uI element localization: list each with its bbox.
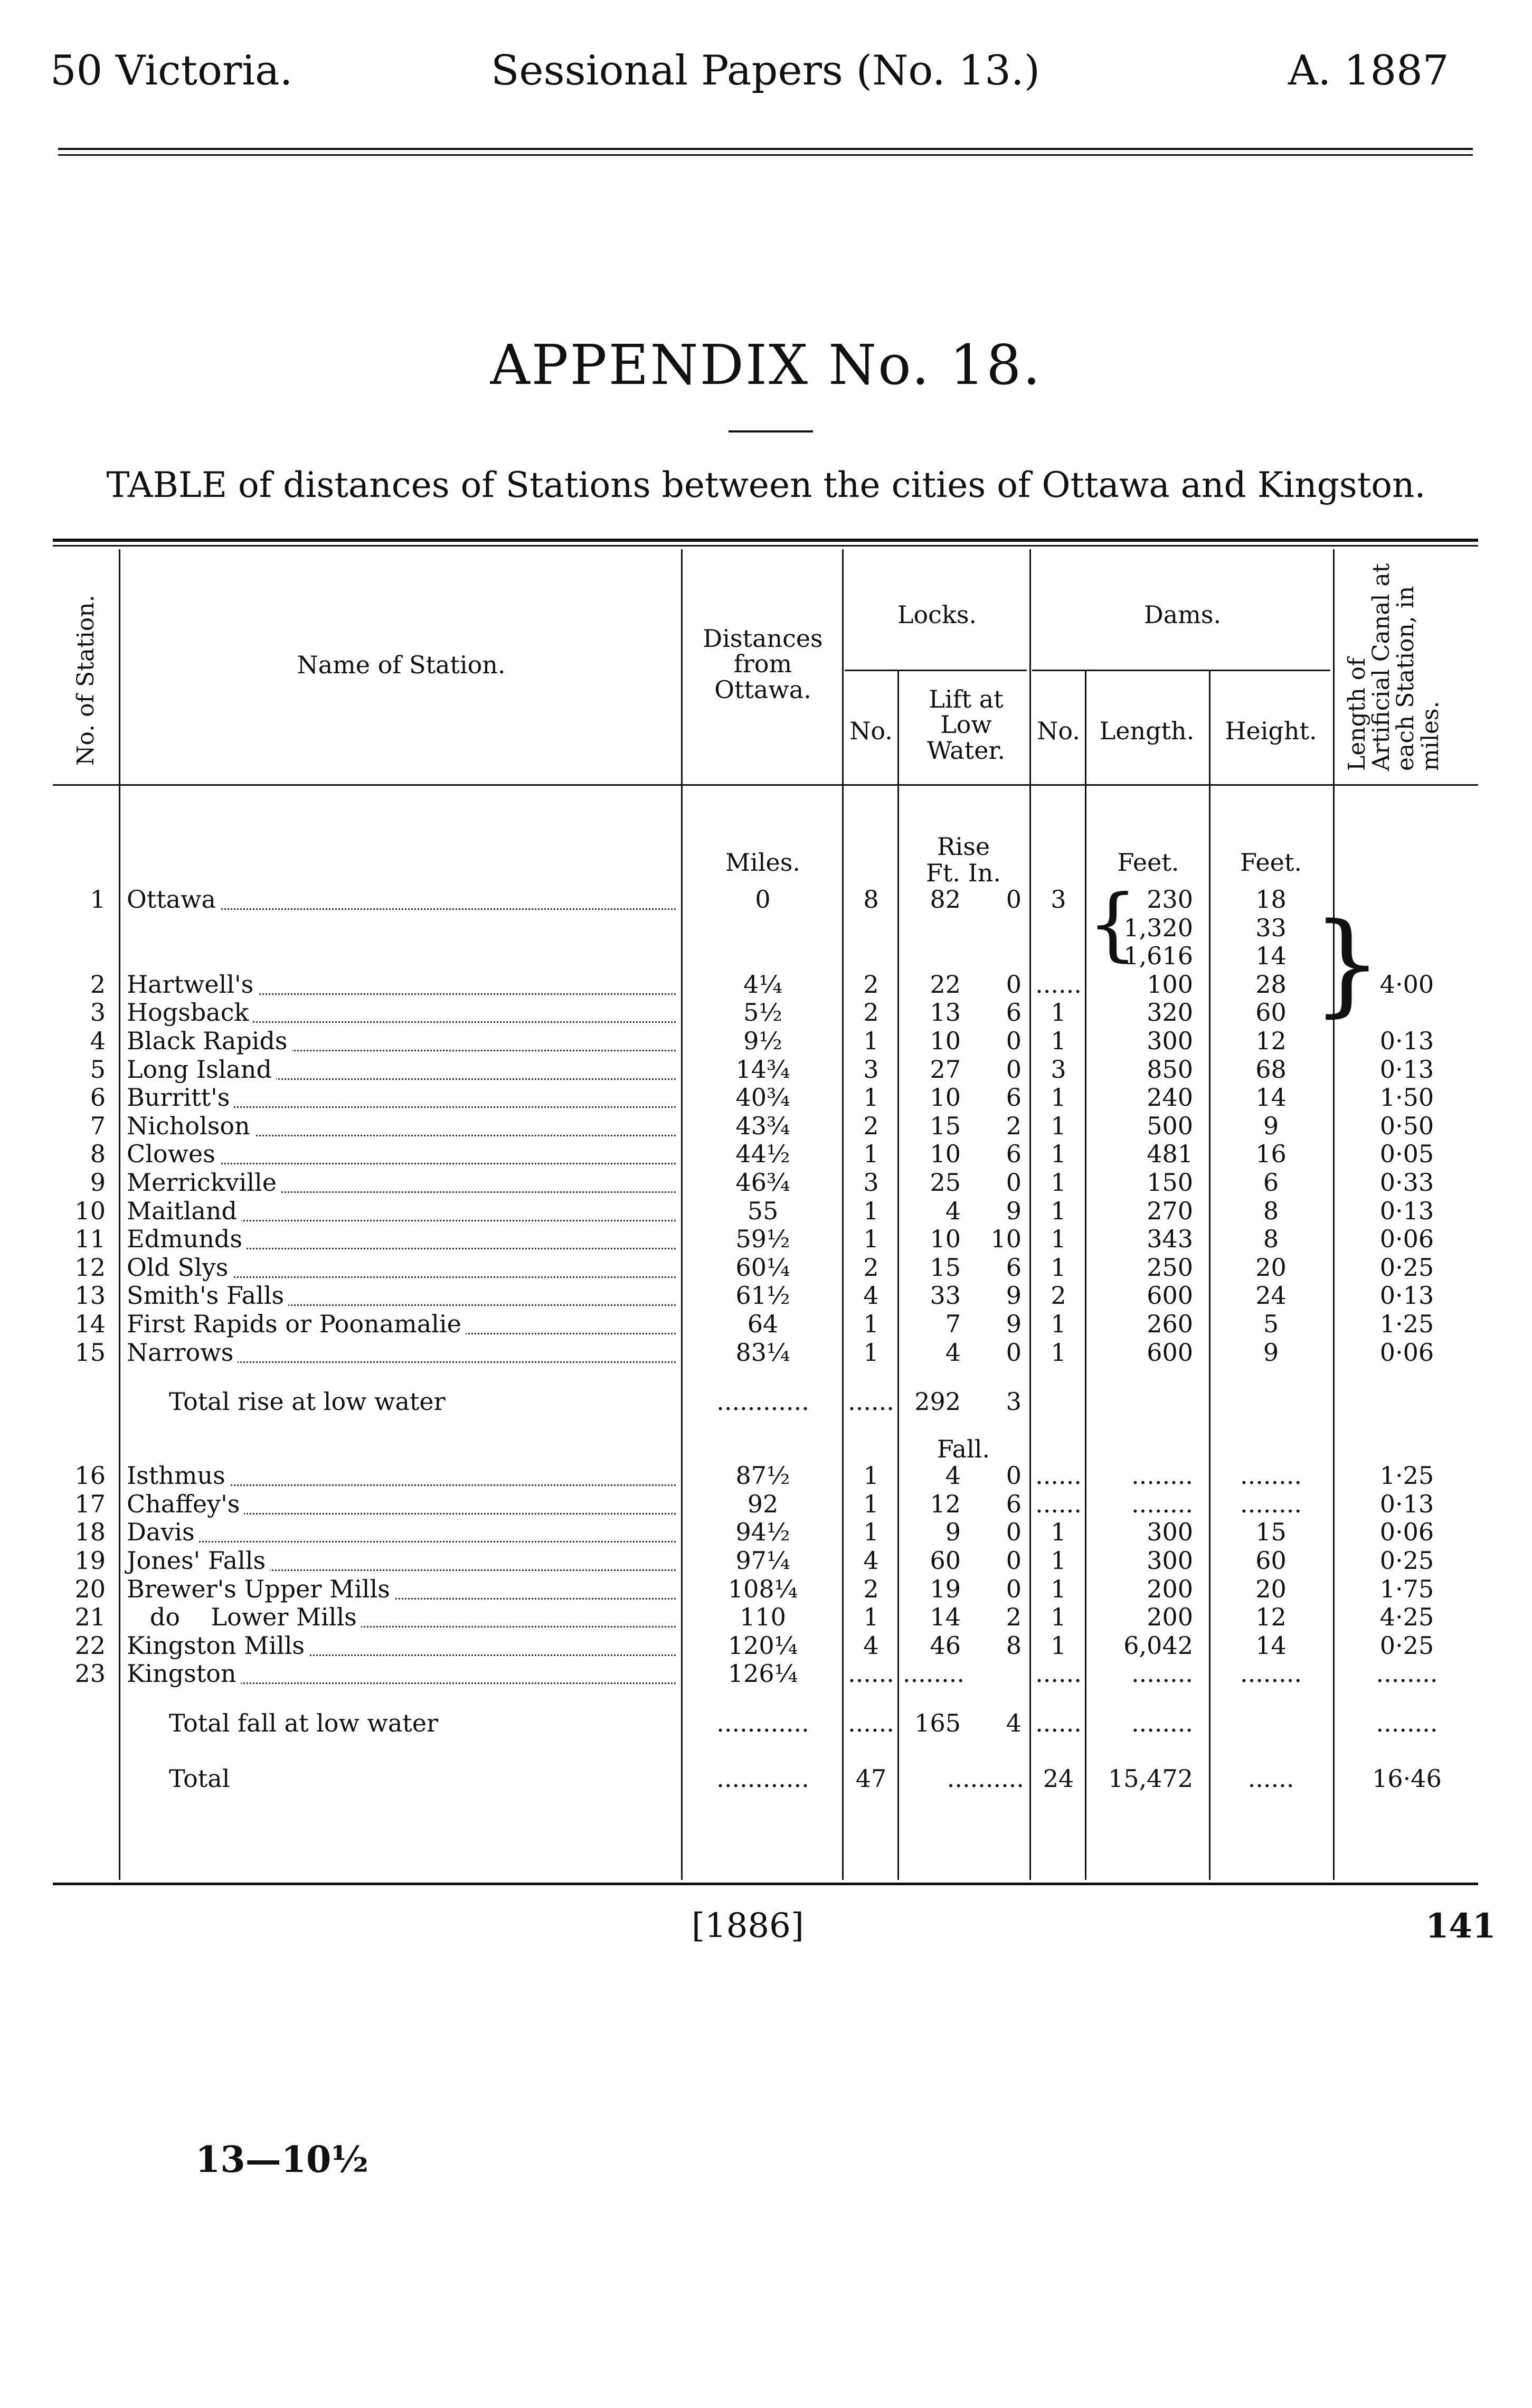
cell-canal: 4·25 bbox=[1379, 1603, 1434, 1632]
header-center: Sessional Papers (No. 13.) bbox=[491, 47, 1041, 95]
col-rule bbox=[1333, 549, 1335, 1880]
header-rule-top bbox=[58, 148, 1473, 150]
cell-locks: 4 bbox=[863, 1546, 879, 1575]
unit-distance: Miles. bbox=[725, 848, 800, 877]
cell-in: 2 bbox=[1006, 1603, 1022, 1632]
cell-length: 300 bbox=[1147, 1027, 1193, 1055]
cell-ft: 4 bbox=[945, 1196, 961, 1225]
cell-name: Nicholson bbox=[127, 1114, 676, 1138]
cell-locks: 2 bbox=[863, 970, 879, 999]
cell-height: 60 bbox=[1255, 998, 1287, 1027]
cell-dams: 1 bbox=[1051, 1225, 1066, 1254]
cell-ft: 10 bbox=[930, 1027, 961, 1055]
cell-name: Merrickville bbox=[127, 1170, 676, 1194]
table-top-rule-thin bbox=[53, 545, 1478, 547]
cell-length: 230 bbox=[1147, 885, 1193, 914]
cell-ft: 60 bbox=[930, 1546, 961, 1575]
cell-length: 240 bbox=[1147, 1083, 1193, 1112]
cell-dist: 97¼ bbox=[735, 1546, 790, 1575]
cell-ft: 10 bbox=[930, 1140, 961, 1169]
col-rule bbox=[119, 549, 120, 1880]
cell-dams: 1 bbox=[1051, 1196, 1066, 1225]
header-canal: Length of Artificial Canal at each Station, in miles. bbox=[1344, 563, 1444, 771]
cell-length: 343 bbox=[1147, 1225, 1193, 1254]
total-fall-dist: ............ bbox=[716, 1709, 809, 1737]
cell-height: 33 bbox=[1255, 913, 1287, 942]
cell-dist: 4¼ bbox=[743, 970, 782, 999]
cell-length: 481 bbox=[1147, 1140, 1193, 1169]
cell-dist: 40¾ bbox=[735, 1083, 790, 1112]
cell-ft: 19 bbox=[930, 1574, 961, 1603]
cell-canal: 4·00 bbox=[1379, 970, 1434, 999]
cell-ft: 4 bbox=[945, 1461, 961, 1490]
cell-length: 250 bbox=[1147, 1253, 1193, 1282]
cell-length: ........ bbox=[1131, 1489, 1193, 1518]
cell-height: 8 bbox=[1263, 1225, 1279, 1254]
page-title: APPENDIX No. 18. bbox=[490, 333, 1042, 397]
footer-year: [1886] bbox=[692, 1906, 804, 1945]
cell-in: 8 bbox=[1006, 1631, 1022, 1660]
cell-height: 24 bbox=[1255, 1281, 1287, 1310]
cell-ft: 7 bbox=[945, 1310, 961, 1338]
total-rise-dist: ............ bbox=[716, 1387, 809, 1416]
cell-name: Brewer's Upper Mills bbox=[127, 1577, 676, 1601]
unit-rise: Rise bbox=[937, 832, 990, 861]
cell-dist: 5½ bbox=[743, 998, 782, 1027]
col-rule bbox=[842, 549, 844, 1880]
cell-name: Old Slys bbox=[127, 1255, 676, 1280]
cell-no: 22 bbox=[74, 1631, 106, 1660]
cell-locks: 2 bbox=[863, 1253, 879, 1282]
cell-dams: 2 bbox=[1051, 1281, 1066, 1310]
cell-dams: 1 bbox=[1051, 1140, 1066, 1169]
cell-no: 20 bbox=[74, 1574, 106, 1603]
header-right: A. 1887 bbox=[1288, 47, 1449, 95]
header-name: Name of Station. bbox=[297, 651, 506, 679]
cell-length: 600 bbox=[1147, 1281, 1193, 1310]
cell-height: ........ bbox=[1240, 1659, 1302, 1688]
cell-ft: 14 bbox=[930, 1603, 961, 1632]
total-fall-in: 4 bbox=[1006, 1709, 1022, 1737]
table-caption: TABLE of distances of Stations between the cities of Ottawa and Kingston. bbox=[106, 465, 1426, 505]
cell-no: 18 bbox=[74, 1518, 106, 1547]
cell-height: ........ bbox=[1240, 1461, 1302, 1490]
cell-in: 0 bbox=[1006, 1546, 1022, 1575]
cell-ft: 10 bbox=[930, 1083, 961, 1112]
cell-locks: 1 bbox=[863, 1310, 879, 1338]
cell-height: 20 bbox=[1255, 1574, 1287, 1603]
cell-ft: 15 bbox=[930, 1253, 961, 1282]
cell-ft: 25 bbox=[930, 1168, 961, 1197]
cell-name: Hartwell's bbox=[127, 972, 676, 996]
cell-ft: ........ bbox=[903, 1659, 964, 1688]
cell-canal: 0·06 bbox=[1379, 1225, 1434, 1254]
cell-locks: 1 bbox=[863, 1518, 879, 1547]
cell-dams: 1 bbox=[1051, 1338, 1066, 1367]
cell-no: 4 bbox=[90, 1027, 106, 1055]
cell-dams: 1 bbox=[1051, 1631, 1066, 1660]
table-bottom-rule bbox=[53, 1883, 1478, 1885]
cell-name: Long Island bbox=[127, 1057, 676, 1081]
total-fall-dams: ...... bbox=[1035, 1709, 1082, 1737]
cell-dist: 92 bbox=[747, 1489, 779, 1518]
unit-fall: Fall. bbox=[937, 1435, 990, 1464]
cell-canal: 1·50 bbox=[1379, 1083, 1434, 1112]
total-fall-locks: ...... bbox=[848, 1709, 894, 1737]
cell-dams: ...... bbox=[1035, 1659, 1082, 1688]
cell-dams: 1 bbox=[1051, 1574, 1066, 1603]
cell-locks: 4 bbox=[863, 1631, 879, 1660]
cell-locks: 8 bbox=[863, 885, 879, 914]
cell-dams: 1 bbox=[1051, 1168, 1066, 1197]
cell-height: 15 bbox=[1255, 1518, 1287, 1547]
cell-in: 0 bbox=[1006, 1055, 1022, 1084]
unit-height: Feet. bbox=[1240, 848, 1302, 877]
cell-dist: 83¼ bbox=[735, 1338, 790, 1367]
cell-dams: ...... bbox=[1035, 970, 1082, 999]
cell-ft: 46 bbox=[930, 1631, 961, 1660]
cell-name: Kingston bbox=[127, 1661, 676, 1686]
cell-height: 9 bbox=[1263, 1338, 1279, 1367]
cell-name: Chaffey's bbox=[127, 1492, 676, 1516]
cell-name: Isthmus bbox=[127, 1463, 676, 1488]
cell-height: 16 bbox=[1255, 1140, 1287, 1169]
cell-in: 6 bbox=[1006, 1253, 1022, 1282]
cell-canal: 0·06 bbox=[1379, 1338, 1434, 1367]
cell-dist: 61½ bbox=[735, 1281, 790, 1310]
total-height: ...... bbox=[1247, 1764, 1294, 1793]
cell-height: 68 bbox=[1255, 1055, 1287, 1084]
cell-in: 6 bbox=[1006, 1489, 1022, 1518]
cell-dams: 1 bbox=[1051, 1083, 1066, 1112]
cell-locks: 1 bbox=[863, 1083, 879, 1112]
total-rise-in: 3 bbox=[1006, 1387, 1022, 1416]
cell-canal: 1·25 bbox=[1379, 1310, 1434, 1338]
cell-ft: 22 bbox=[930, 970, 961, 999]
total-dist: ............ bbox=[716, 1764, 809, 1793]
cell-no: 13 bbox=[74, 1281, 106, 1310]
cell-no: 16 bbox=[74, 1461, 106, 1490]
cell-dams: ...... bbox=[1035, 1461, 1082, 1490]
cell-in: 0 bbox=[1006, 1574, 1022, 1603]
cell-height: ........ bbox=[1240, 1489, 1302, 1518]
total-dams: 24 bbox=[1043, 1764, 1074, 1793]
cell-locks: 1 bbox=[863, 1196, 879, 1225]
cell-ft: 33 bbox=[930, 1281, 961, 1310]
cell-dist: 108¼ bbox=[727, 1574, 798, 1603]
cell-name: Ottawa bbox=[127, 887, 676, 911]
cell-dist: 43¾ bbox=[735, 1111, 790, 1140]
cell-dist: 44½ bbox=[735, 1140, 790, 1169]
cell-height: 12 bbox=[1255, 1027, 1287, 1055]
total-fall-canal: ........ bbox=[1376, 1709, 1438, 1737]
cell-height: 60 bbox=[1255, 1546, 1287, 1575]
cell-height: 14 bbox=[1255, 1631, 1287, 1660]
cell-canal: 0·25 bbox=[1379, 1253, 1434, 1282]
cell-ft: 9 bbox=[945, 1518, 961, 1547]
cell-height: 5 bbox=[1263, 1310, 1279, 1338]
cell-dist: 9½ bbox=[743, 1027, 782, 1055]
cell-canal: 0·50 bbox=[1379, 1111, 1434, 1140]
cell-locks: 1 bbox=[863, 1461, 879, 1490]
dams-group-rule bbox=[1032, 670, 1330, 671]
cell-locks: 1 bbox=[863, 1140, 879, 1169]
cell-length: 200 bbox=[1147, 1574, 1193, 1603]
footer-signature: 13—10½ bbox=[195, 2139, 369, 2181]
total-rise-label: Total rise at low water bbox=[169, 1387, 446, 1416]
cell-locks: 1 bbox=[863, 1489, 879, 1518]
header-locks: Locks. bbox=[897, 600, 977, 629]
cell-length: 6,042 bbox=[1123, 1631, 1193, 1660]
cell-ft: 15 bbox=[930, 1111, 961, 1140]
cell-height: 20 bbox=[1255, 1253, 1287, 1282]
cell-in: 0 bbox=[1006, 970, 1022, 999]
cell-canal: 1·75 bbox=[1379, 1574, 1434, 1603]
cell-in: 0 bbox=[1006, 1518, 1022, 1547]
cell-in: 6 bbox=[1006, 1140, 1022, 1169]
unit-ft-in: Ft. In. bbox=[925, 859, 1001, 887]
cell-in: 9 bbox=[1006, 1281, 1022, 1310]
cell-dist: 94½ bbox=[735, 1518, 790, 1547]
cell-canal: 0·33 bbox=[1379, 1168, 1434, 1197]
cell-name: Maitland bbox=[127, 1199, 676, 1223]
header-dams-length: Length. bbox=[1099, 717, 1195, 745]
cell-length: 500 bbox=[1147, 1111, 1193, 1140]
header-distance: Distances from Ottawa. bbox=[703, 624, 823, 704]
cell-dams: 1 bbox=[1051, 1027, 1066, 1055]
cell-no: 9 bbox=[90, 1168, 106, 1197]
cell-locks: 1 bbox=[863, 1027, 879, 1055]
cell-in: 0 bbox=[1006, 1168, 1022, 1197]
cell-no: 12 bbox=[74, 1253, 106, 1282]
cell-length: 150 bbox=[1147, 1168, 1193, 1197]
cell-name: Clowes bbox=[127, 1142, 676, 1166]
cell-no: 2 bbox=[90, 970, 106, 999]
cell-locks: 1 bbox=[863, 1225, 879, 1254]
cell-no: 10 bbox=[74, 1196, 106, 1225]
cell-name: First Rapids or Poonamalie bbox=[127, 1312, 676, 1336]
header-dams-height: Height. bbox=[1225, 717, 1317, 745]
total-canal: 16·46 bbox=[1372, 1764, 1442, 1793]
cell-locks: 2 bbox=[863, 998, 879, 1027]
cell-ft: 27 bbox=[930, 1055, 961, 1084]
cell-ft: 13 bbox=[930, 998, 961, 1027]
footer-page: 141 bbox=[1425, 1906, 1496, 1946]
cell-ft: 10 bbox=[930, 1225, 961, 1254]
cell-name: Black Rapids bbox=[127, 1029, 676, 1053]
header-left: 50 Victoria. bbox=[50, 47, 293, 95]
cell-no: 5 bbox=[90, 1055, 106, 1084]
cell-dams: 1 bbox=[1051, 1546, 1066, 1575]
header-bottom-rule bbox=[53, 784, 1478, 786]
cell-length: 200 bbox=[1147, 1603, 1193, 1632]
cell-name: Smith's Falls bbox=[127, 1283, 676, 1308]
cell-name: Kingston Mills bbox=[127, 1633, 676, 1658]
cell-in: 0 bbox=[1006, 1027, 1022, 1055]
cell-canal: 0·25 bbox=[1379, 1546, 1434, 1575]
cell-dist: 60¼ bbox=[735, 1253, 790, 1282]
cell-ft: 4 bbox=[945, 1338, 961, 1367]
cell-dist: 14¾ bbox=[735, 1055, 790, 1084]
total-locks: 47 bbox=[855, 1764, 887, 1793]
cell-no: 23 bbox=[74, 1659, 106, 1688]
cell-length: 100 bbox=[1147, 970, 1193, 999]
cell-length: 320 bbox=[1147, 998, 1193, 1027]
header-locks-no: No. bbox=[849, 717, 893, 745]
cell-no: 14 bbox=[74, 1310, 106, 1338]
total-ft: .......... bbox=[947, 1764, 1024, 1793]
col-rule bbox=[1029, 549, 1031, 1880]
header-dams: Dams. bbox=[1143, 600, 1222, 629]
cell-no: 15 bbox=[74, 1338, 106, 1367]
cell-locks: 3 bbox=[863, 1168, 879, 1197]
cell-locks: 2 bbox=[863, 1111, 879, 1140]
cell-in: 0 bbox=[1006, 1338, 1022, 1367]
cell-name: Burritt's bbox=[127, 1085, 676, 1109]
cell-length: 1,320 bbox=[1123, 913, 1193, 942]
cell-canal: 0·25 bbox=[1379, 1631, 1434, 1660]
total-fall-label: Total fall at low water bbox=[169, 1709, 438, 1737]
header-lift: Lift at Low Water. bbox=[927, 685, 1005, 765]
cell-name: Narrows bbox=[127, 1340, 676, 1365]
cell-length: 300 bbox=[1147, 1518, 1193, 1547]
title-rule bbox=[729, 430, 813, 432]
cell-no: 3 bbox=[90, 998, 106, 1027]
cell-length: 850 bbox=[1147, 1055, 1193, 1084]
unit-length: Feet. bbox=[1117, 848, 1179, 877]
col-rule bbox=[681, 549, 683, 1880]
cell-canal: 0·06 bbox=[1379, 1518, 1434, 1547]
total-fall-ft: 165 bbox=[914, 1709, 961, 1737]
cell-dist: 59½ bbox=[735, 1225, 790, 1254]
cell-dist: 110 bbox=[740, 1603, 786, 1632]
cell-dist: 0 bbox=[755, 885, 771, 914]
cell-dist: 46¾ bbox=[735, 1168, 790, 1197]
brace-icon: { bbox=[1087, 878, 1138, 970]
cell-dams: ...... bbox=[1035, 1489, 1082, 1518]
cell-locks: 2 bbox=[863, 1574, 879, 1603]
brace-icon: } bbox=[1312, 899, 1383, 1028]
cell-height: 18 bbox=[1255, 885, 1287, 914]
cell-length: 1,616 bbox=[1123, 942, 1193, 971]
locks-group-rule bbox=[845, 670, 1027, 671]
cell-no: 8 bbox=[90, 1140, 106, 1169]
cell-locks: 1 bbox=[863, 1338, 879, 1367]
cell-no: 19 bbox=[74, 1546, 106, 1575]
cell-no: 11 bbox=[74, 1225, 106, 1254]
cell-name: Hogsback bbox=[127, 1000, 676, 1024]
cell-dams: 3 bbox=[1051, 1055, 1066, 1084]
cell-dist: 64 bbox=[747, 1310, 779, 1338]
cell-locks: 1 bbox=[863, 1603, 879, 1632]
header-no-station: No. of Station. bbox=[72, 595, 99, 766]
cell-locks: 4 bbox=[863, 1281, 879, 1310]
cell-dams: 1 bbox=[1051, 1518, 1066, 1547]
cell-in: 6 bbox=[1006, 998, 1022, 1027]
cell-canal: 0·05 bbox=[1379, 1140, 1434, 1169]
cell-no: 1 bbox=[90, 885, 106, 914]
total-fall-length: ........ bbox=[1131, 1709, 1193, 1737]
cell-dist: 120¼ bbox=[727, 1631, 798, 1660]
cell-dist: 126¼ bbox=[727, 1659, 798, 1688]
cell-height: 6 bbox=[1263, 1168, 1279, 1197]
cell-ft: 82 bbox=[930, 885, 961, 914]
cell-dams: 1 bbox=[1051, 1111, 1066, 1140]
cell-canal: 0·13 bbox=[1379, 1489, 1434, 1518]
cell-canal: 1·25 bbox=[1379, 1461, 1434, 1490]
cell-dist: 87½ bbox=[735, 1461, 790, 1490]
cell-length: ........ bbox=[1131, 1461, 1193, 1490]
cell-dams: 3 bbox=[1051, 885, 1066, 914]
cell-height: 12 bbox=[1255, 1603, 1287, 1632]
total-rise-ft: 292 bbox=[914, 1387, 961, 1416]
table-top-rule bbox=[53, 539, 1478, 542]
cell-length: ........ bbox=[1131, 1659, 1193, 1688]
cell-in: 0 bbox=[1006, 885, 1022, 914]
cell-no: 21 bbox=[74, 1603, 106, 1632]
cell-name: Jones' Falls bbox=[127, 1548, 676, 1573]
cell-name: Davis bbox=[127, 1520, 676, 1544]
cell-length: 300 bbox=[1147, 1546, 1193, 1575]
cell-ft: 12 bbox=[930, 1489, 961, 1518]
cell-canal: 0·13 bbox=[1379, 1027, 1434, 1055]
cell-dist: 55 bbox=[747, 1196, 779, 1225]
total-label: Total bbox=[169, 1764, 230, 1793]
cell-height: 28 bbox=[1255, 970, 1287, 999]
cell-length: 600 bbox=[1147, 1338, 1193, 1367]
total-rise-locks: ...... bbox=[848, 1387, 894, 1416]
cell-in: 2 bbox=[1006, 1111, 1022, 1140]
header-dams-no: No. bbox=[1037, 717, 1080, 745]
cell-name: do Lower Mills bbox=[127, 1605, 676, 1629]
total-length: 15,472 bbox=[1108, 1764, 1193, 1793]
cell-length: 270 bbox=[1147, 1196, 1193, 1225]
cell-height: 9 bbox=[1263, 1111, 1279, 1140]
cell-locks: ...... bbox=[848, 1659, 894, 1688]
cell-height: 14 bbox=[1255, 942, 1287, 971]
cell-no: 17 bbox=[74, 1489, 106, 1518]
cell-dams: 1 bbox=[1051, 1310, 1066, 1338]
cell-dams: 1 bbox=[1051, 1253, 1066, 1282]
cell-name: Edmunds bbox=[127, 1227, 676, 1251]
col-rule bbox=[1085, 671, 1086, 1880]
cell-canal: 0·13 bbox=[1379, 1196, 1434, 1225]
cell-no: 7 bbox=[90, 1111, 106, 1140]
cell-in: 0 bbox=[1006, 1461, 1022, 1490]
cell-in: 10 bbox=[990, 1225, 1022, 1254]
cell-canal: ........ bbox=[1376, 1659, 1438, 1688]
cell-in: 9 bbox=[1006, 1196, 1022, 1225]
cell-height: 14 bbox=[1255, 1083, 1287, 1112]
cell-in: 6 bbox=[1006, 1083, 1022, 1112]
header-rule-bottom bbox=[58, 154, 1473, 156]
cell-length: 260 bbox=[1147, 1310, 1193, 1338]
cell-canal: 0·13 bbox=[1379, 1055, 1434, 1084]
cell-height: 8 bbox=[1263, 1196, 1279, 1225]
cell-canal: 0·13 bbox=[1379, 1281, 1434, 1310]
cell-in: 9 bbox=[1006, 1310, 1022, 1338]
cell-dams: 1 bbox=[1051, 998, 1066, 1027]
cell-no: 6 bbox=[90, 1083, 106, 1112]
cell-dams: 1 bbox=[1051, 1603, 1066, 1632]
cell-locks: 3 bbox=[863, 1055, 879, 1084]
